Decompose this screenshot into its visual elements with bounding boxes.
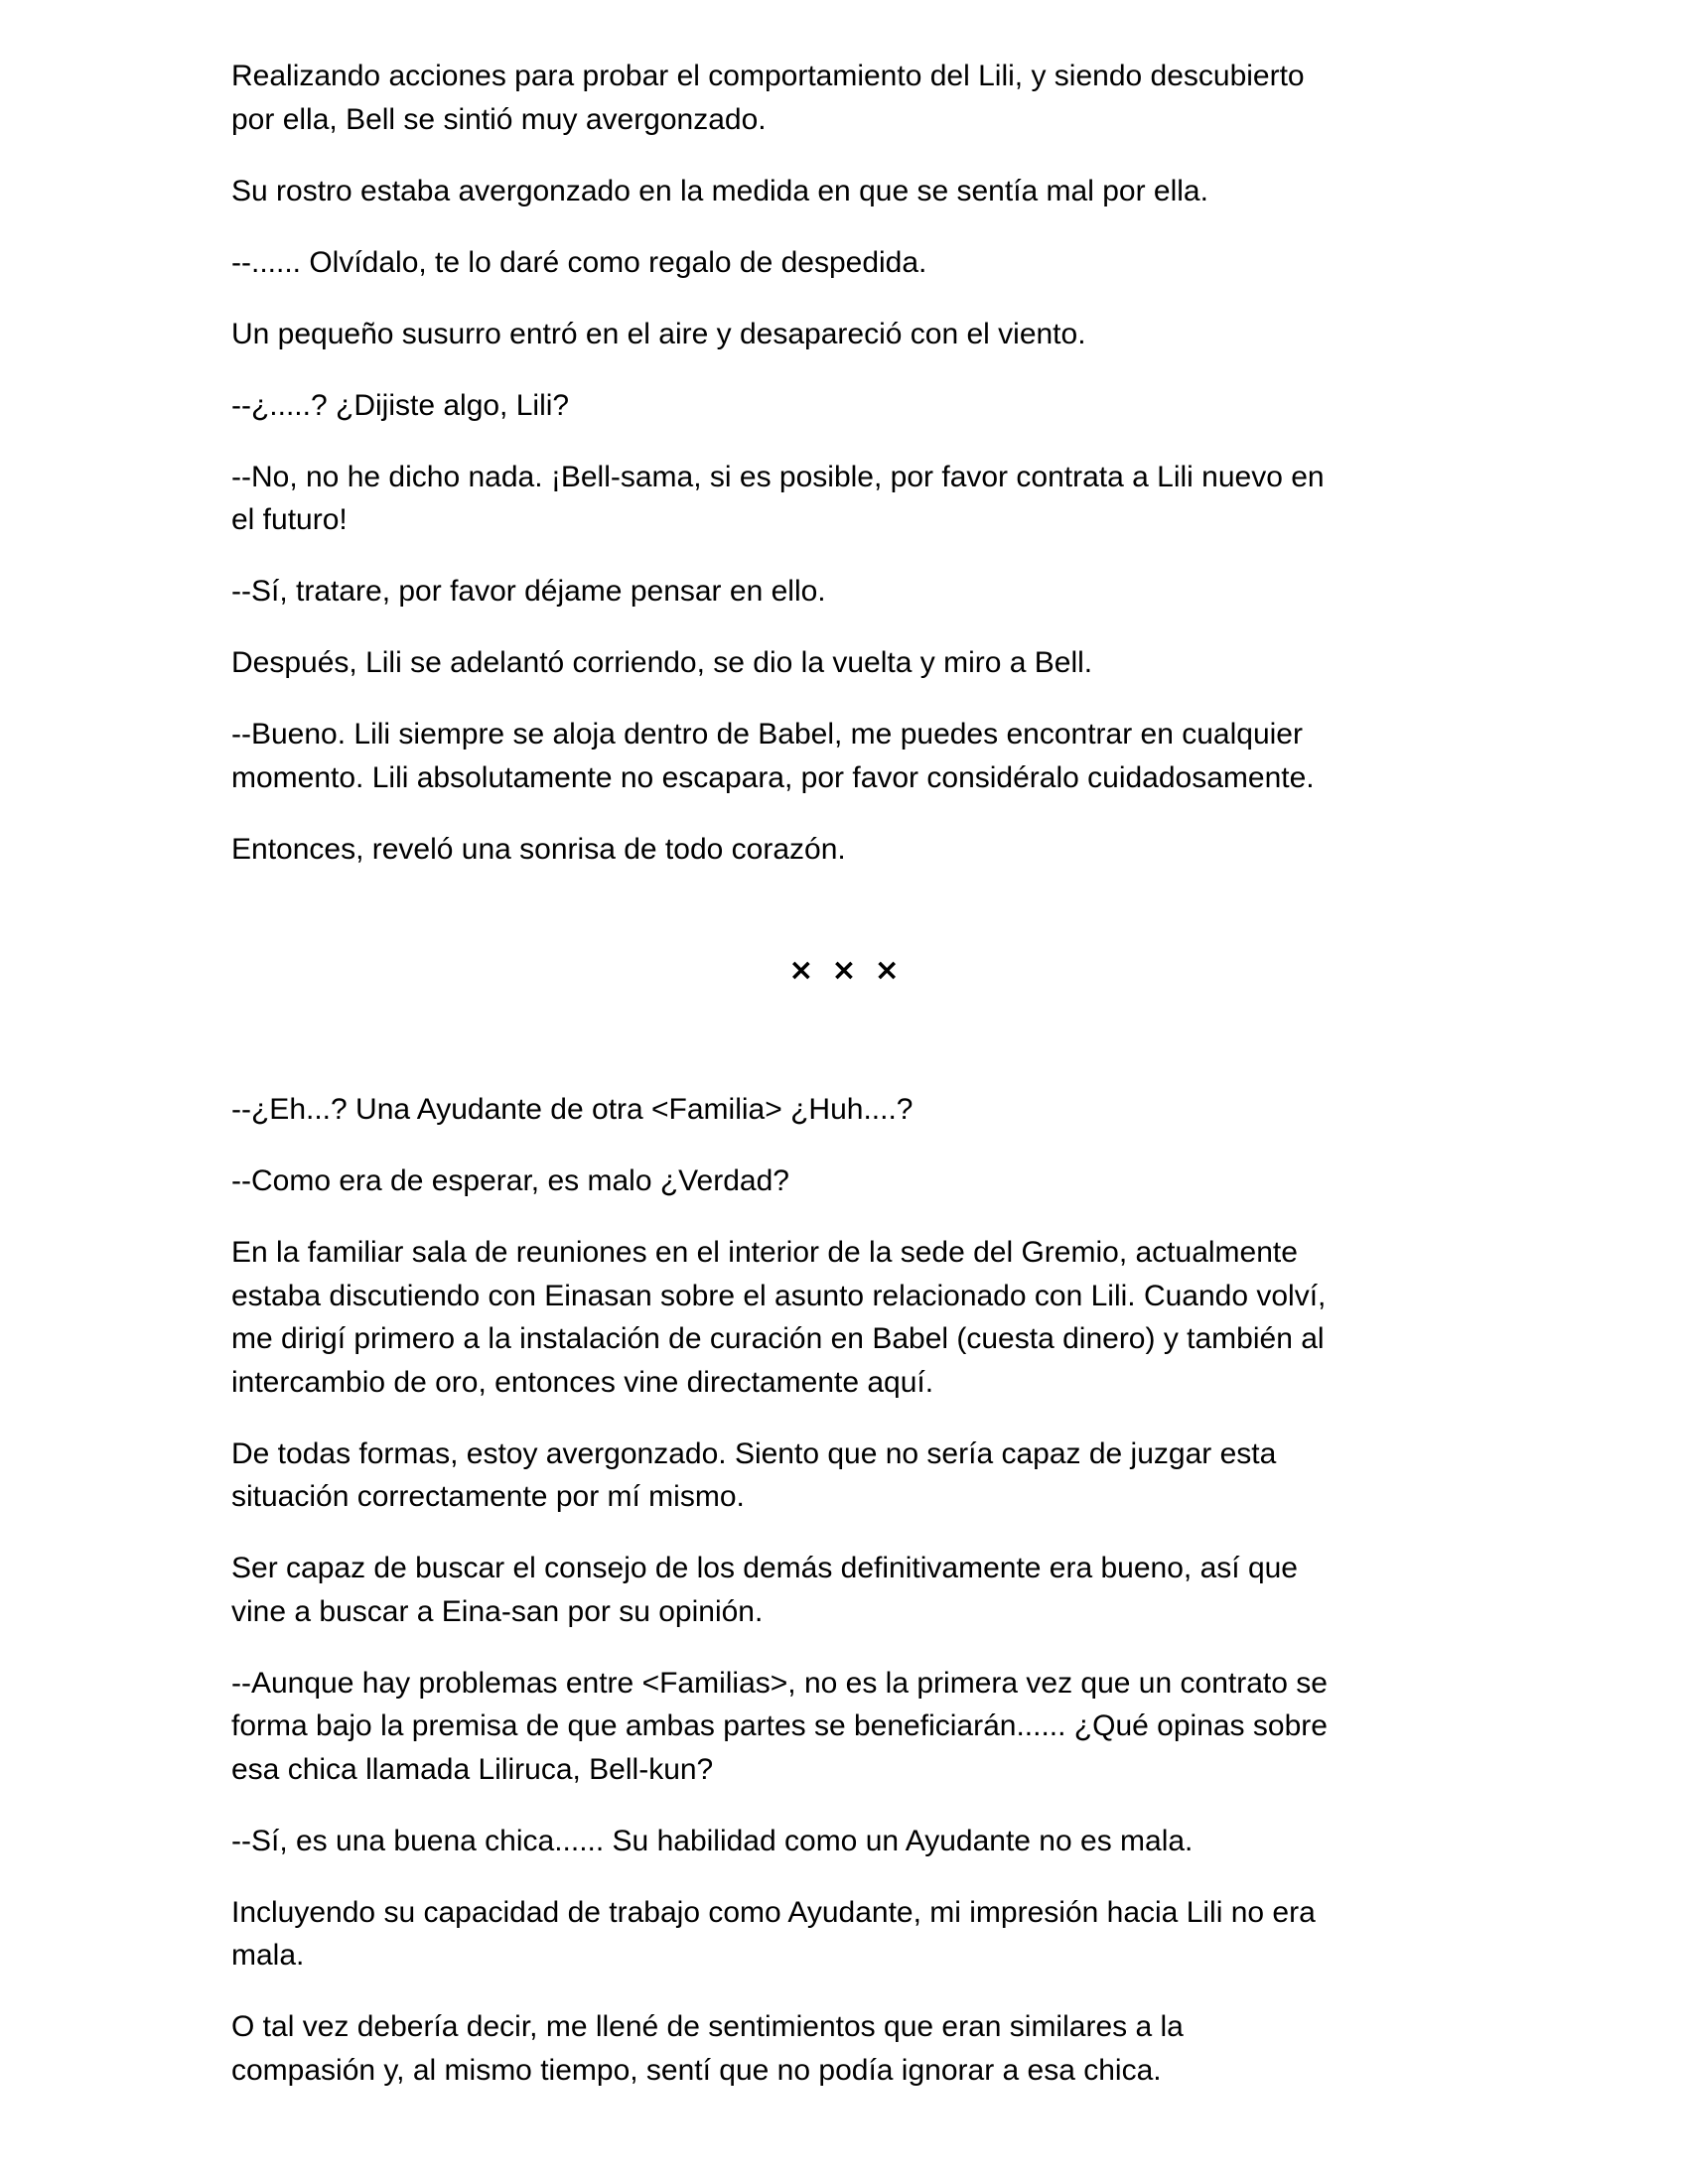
paragraph: De todas formas, estoy avergonzado. Siento que no sería capaz de juzgar esta situación correctamente por mí mismo.	[231, 1436, 1277, 1513]
paragraph: --...... Olvídalo, te lo daré como regalo de despedida.	[231, 245, 927, 279]
paragraph: --No, no he dicho nada. ¡Bell-sama, si es posible, por favor contrata a Lili nuevo en el futuro!	[231, 460, 1325, 536]
paragraph: O tal vez debería decir, me llené de sentimientos que eran similares a la compasión y, al mismo tiempo, sentí que no podía ignorar a esa chica.	[231, 2010, 1184, 2087]
text-section-2	[231, 1088, 1482, 2120]
paragraph: --Como era de esperar, es malo ¿Verdad?	[231, 1164, 789, 1197]
paragraph: --Aunque hay problemas entre <Familias>, no es la primera vez que un contrato se forma bajo la premisa de que ambas partes se beneficiarán...... ¿Qué opinas sobre esa chica llamada Liliruca, Bell-kun?	[231, 1666, 1328, 1786]
paragraph: Su rostro estaba avergonzado en la medida en que se sentía mal por ella.	[231, 174, 1208, 207]
cross-mark-icon: ×	[788, 953, 814, 988]
paragraph: En la familiar sala de reuniones en el interior de la sede del Gremio, actualmente estaba discutiendo con Einasan sobre el asunto relacionado con Lili. Cuando volví, me dirigí primero a la instalación de curación en Babel (cuesta dinero) y también al intercambio de oro, entonces vine directamente aquí.	[231, 1236, 1327, 1399]
paragraph: --¿.....? ¿Dijiste algo, Lili?	[231, 388, 570, 422]
paragraph: Después, Lili se adelantó corriendo, se dio la vuelta y miro a Bell.	[231, 646, 1093, 679]
paragraph: --¿Eh...? Una Ayudante de otra <Familia> ¿Huh....?	[231, 1093, 914, 1126]
cross-mark-icon: ×	[831, 953, 857, 988]
scene-break-separator	[0, 951, 1688, 991]
paragraph: Entonces, reveló una sonrisa de todo corazón.	[231, 832, 846, 866]
paragraph: Un pequeño susurro entró en el aire y desapareció con el viento.	[231, 317, 1086, 350]
paragraph: Incluyendo su capacidad de trabajo como Ayudante, mi impresión hacia Lili no era mala.	[231, 1895, 1316, 1972]
cross-mark-icon: ×	[874, 953, 900, 988]
text-section-1	[231, 55, 1482, 899]
paragraph: --Bueno. Lili siempre se aloja dentro de Babel, me puedes encontrar en cualquier momento. Lili absolutamente no escapara, por favor considéralo cuidadosamente.	[231, 718, 1315, 794]
paragraph: --Sí, tratare, por favor déjame pensar en ello.	[231, 575, 826, 608]
paragraph: --Sí, es una buena chica...... Su habilidad como un Ayudante no es mala.	[231, 1824, 1194, 1857]
paragraph: Ser capaz de buscar el consejo de los demás definitivamente era bueno, así que vine a buscar a Eina-san por su opinión.	[231, 1552, 1298, 1628]
paragraph: Realizando acciones para probar el comportamiento del Lili, y siendo descubierto por ella, Bell se sintió muy avergonzado.	[231, 60, 1305, 136]
